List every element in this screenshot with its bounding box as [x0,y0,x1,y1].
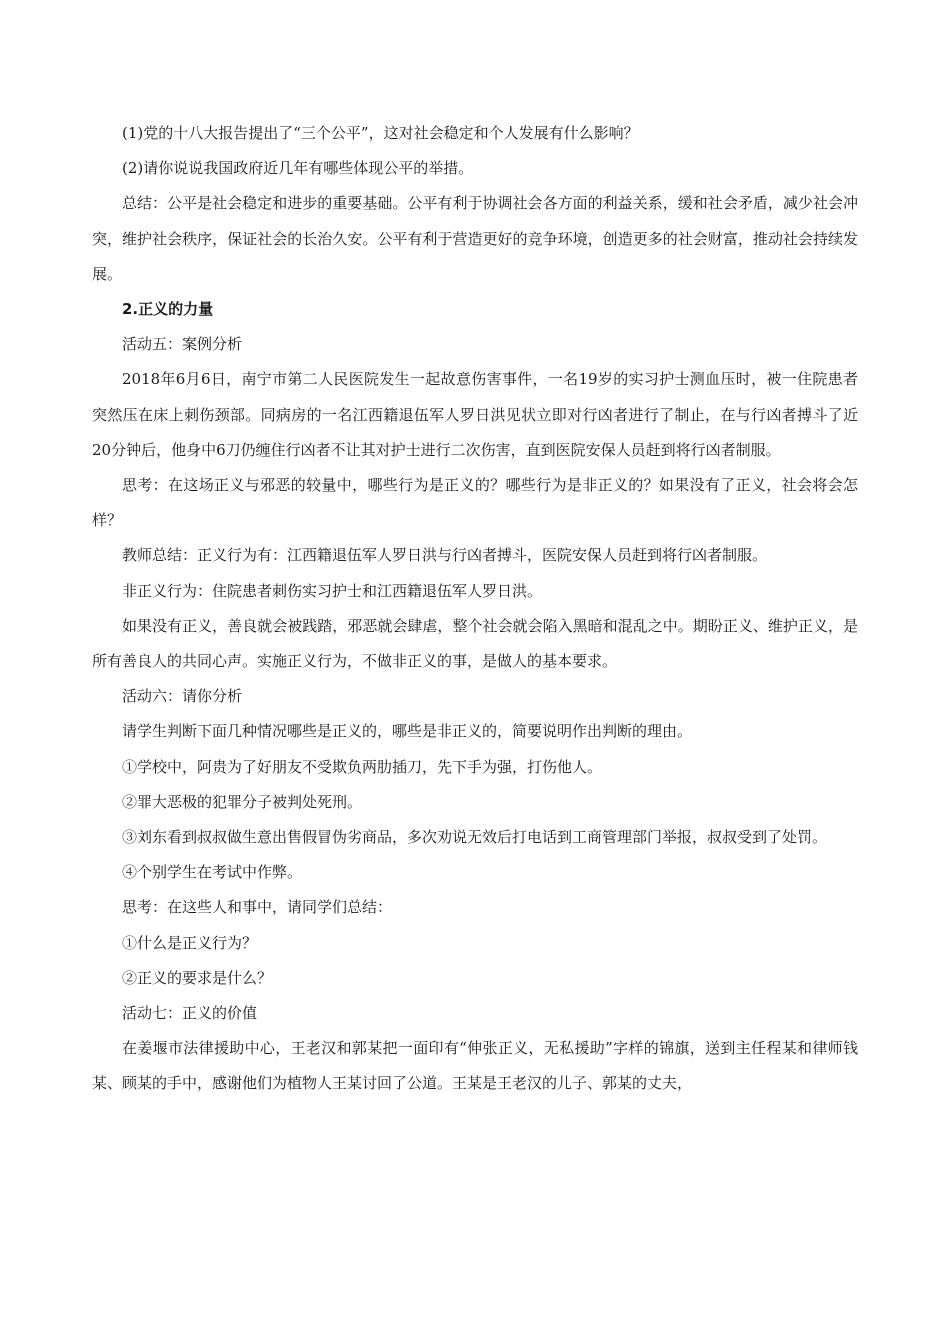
activity-6-title: 活动六：请你分析 [122,687,243,706]
case-item-2: ②罪大恶极的犯罪分子被判处死刑。 [122,792,363,811]
unjust-behavior: 非正义行为：住院患者刺伤实习护士和江西籍退伍军人罗日洪。 [122,581,543,600]
think-question-2: 思考：在这些人和事中，请同学们总结： [122,898,393,917]
sub-question-2: ②正义的要求是什么？ [122,968,273,987]
think-question-1: 思考：在这场正义与邪恶的较量中，哪些行为是正义的？哪些行为是非正义的？如果没有了正义，社会将会怎样？ [92,476,858,530]
activity-5-title: 活动五：案例分析 [122,335,243,354]
sub-question-1: ①什么是正义行为？ [122,933,258,952]
case-description: 2018年6月6日，南宁市第二人民医院发生一起故意伤害事件，一名19岁的实习护士测血压时，被一住院患者突然压在床上刺伤颈部。同病房的一名江西籍退伍军人罗日洪见状立即对行凶者进行了制止，在与行凶者搏斗了近20分钟后，他身中6刀仍缠住行凶者不让其对护士进行二次伤害，直到医院安保人员赶到将行凶者制服。 [92,370,858,459]
summary-fairness: 总结：公平是社会稳定和进步的重要基础。公平有利于协调社会各方面的利益关系，缓和社会矛盾，减少社会冲突，维护社会秩序，保证社会的长治久安。公平有利于营造更好的竞争环境，创造更多的社会财富，推动社会持续发展。 [92,194,858,283]
activity-6-instruction: 请学生判断下面几种情况哪些是正义的，哪些是非正义的，简要说明作出判断的理由。 [122,722,693,741]
question-1: (1)党的十八大报告提出了“三个公平”，这对社会稳定和个人发展有什么影响？ [122,124,639,142]
activity-7-story: 在姜堰市法律援助中心，王老汉和郭某把一面印有“伸张正义，无私援助”字样的锦旗，送到主任程某和律师钱某、顾某的手中，感谢他们为植物人王某讨回了公道。王某是王老汉的儿子、郭某的丈夫， [92,1039,858,1093]
activity-7-title: 活动七：正义的价值 [122,1004,258,1023]
section-heading-justice: 2.正义的力量 [122,300,214,319]
document-page [92,116,858,1102]
teacher-summary: 教师总结：正义行为有：江西籍退伍军人罗日洪与行凶者搏斗，医院安保人员赶到将行凶者制服。 [122,546,768,565]
case-item-4: ④个别学生在考试中作弊。 [122,863,303,882]
question-2: (2)请你说说我国政府近几年有哪些体现公平的举措。 [122,159,474,178]
justice-importance: 如果没有正义，善良就会被践踏，邪恶就会肆虐，整个社会就会陷入黑暗和混乱之中。期盼正义、维护正义，是所有善良人的共同心声。实施正义行为，不做非正义的事，是做人的基本要求。 [92,616,858,671]
case-item-1: ①学校中，阿贵为了好朋友不受欺负两肋插刀，先下手为强，打伤他人。 [122,757,603,776]
case-item-3: ③刘东看到叔叔做生意出售假冒伪劣商品，多次劝说无效后打电话到工商管理部门举报，叔叔受到了处罚。 [122,828,828,847]
